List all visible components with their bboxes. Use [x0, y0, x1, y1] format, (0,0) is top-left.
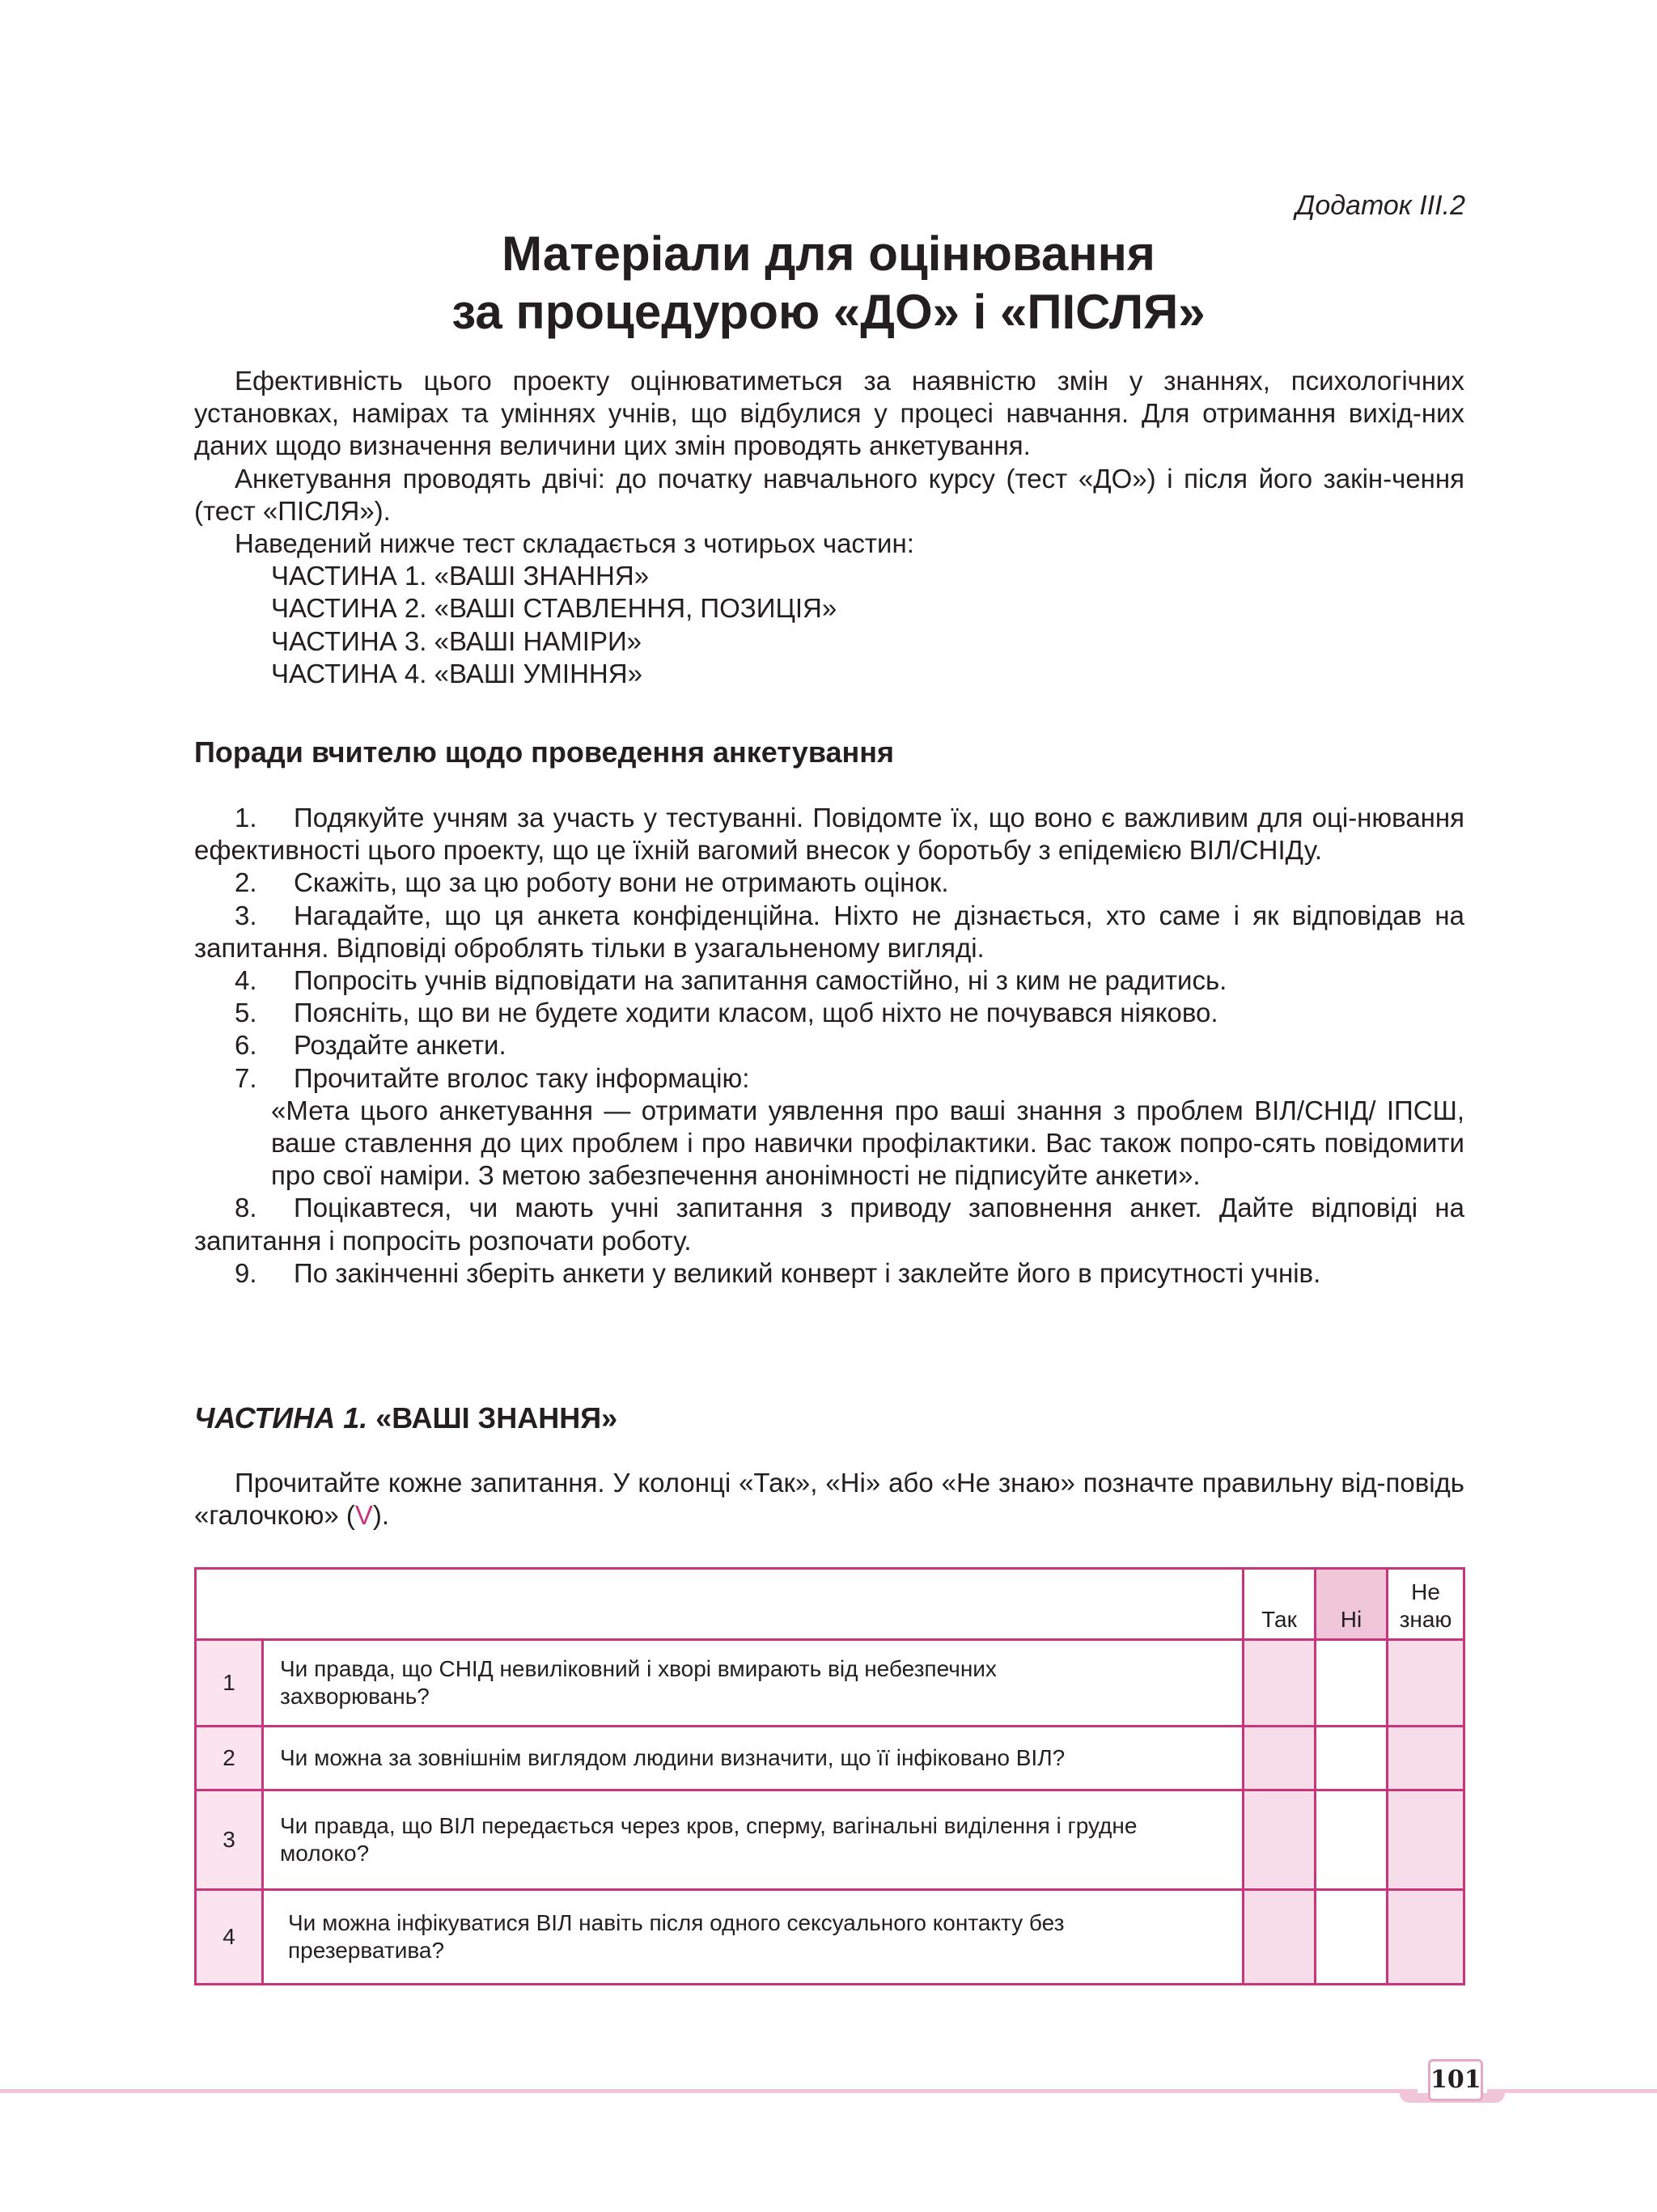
- item-text: Скажіть, що за цю роботу вони не отримають оцінок.: [294, 867, 949, 898]
- instruction-before: Прочитайте кожне запитання. У колонці «Так», «Ні» або «Не знаю» позначте правильну від-повідь «галочкою» (: [194, 1468, 1464, 1531]
- header-dont-know-line1: Не: [1411, 1579, 1440, 1604]
- part1-heading-label: ЧАСТИНА 1.: [194, 1401, 368, 1434]
- part1-instruction: [194, 1467, 1464, 1532]
- table-header-row: [196, 1569, 1464, 1640]
- footer-rule-right: [1487, 2089, 1657, 2093]
- check-mark: V: [354, 1500, 373, 1531]
- row-number: 4: [196, 1890, 263, 1985]
- header-blank-cell: [196, 1569, 1244, 1640]
- answer-dont-know-cell[interactable]: [1388, 1890, 1464, 1985]
- header-dont-know: [1388, 1569, 1464, 1640]
- question-text: [263, 1890, 1244, 1985]
- item-number: 2.: [235, 867, 257, 898]
- answer-no-cell[interactable]: [1316, 1640, 1388, 1727]
- header-dont-know-line2: знаю: [1399, 1607, 1452, 1632]
- item-text: Поясніть, що ви не будете ходити класом, щоб ніхто не почувався ніяково.: [294, 998, 1218, 1028]
- intro-paragraph-2: Анкетування проводять двічі: до початку навчального курсу (тест «ДО») і після його закін-чення (тест «ПІСЛЯ»).: [194, 463, 1464, 526]
- item-text: Нагадайте, що ця анкета конфіденційна. Ніхто не дізнається, хто саме і як відповідав на запитання. Відповіді оброблять тільки в узагальненому вигляді.: [194, 900, 1464, 963]
- answer-yes-cell[interactable]: [1244, 1890, 1316, 1985]
- part-item: ЧАСТИНА 3. «ВАШІ НАМІРИ»: [271, 625, 642, 656]
- item-number: 6.: [235, 1030, 257, 1061]
- answer-dont-know-cell[interactable]: [1388, 1790, 1464, 1890]
- question-text-content: Чи правда, що СНІД невиліковний і хворі вмирають від небезпечних захворювань?: [280, 1656, 997, 1709]
- question-text: [263, 1790, 1244, 1890]
- header-yes: Так: [1244, 1569, 1316, 1640]
- row-number: 2: [196, 1727, 263, 1790]
- answer-yes-cell[interactable]: [1244, 1727, 1316, 1790]
- item-text: По закінченні зберіть анкети у великий конверт і заклейте його в присутності учнів.: [294, 1257, 1321, 1288]
- advice-item-1: [194, 802, 1464, 867]
- footer-rule: [0, 2089, 1418, 2093]
- table-row: [196, 1727, 1464, 1790]
- item-number: 4.: [235, 965, 257, 996]
- question-text: Чи можна за зовнішнім виглядом людини визначити, що її інфіковано ВІЛ?: [263, 1727, 1244, 1790]
- item-number: 3.: [235, 900, 257, 930]
- part-item: ЧАСТИНА 1. «ВАШІ ЗНАННЯ»: [271, 561, 650, 591]
- page-number: 101: [1428, 2059, 1483, 2101]
- part1-heading-title: «ВАШІ ЗНАННЯ»: [375, 1401, 618, 1434]
- item-text: Роздайте анкети.: [294, 1030, 506, 1061]
- part-item: ЧАСТИНА 2. «ВАШІ СТАВЛЕННЯ, ПОЗИЦІЯ»: [271, 593, 837, 624]
- question-text-content: Чи правда, що ВІЛ передається через кров, сперму, вагінальні виділення і грудне молоко?: [280, 1813, 1138, 1866]
- item-number: 5.: [235, 998, 257, 1028]
- answer-yes-cell[interactable]: [1244, 1790, 1316, 1890]
- title-line-2: за процедурою «ДО» і «ПІСЛЯ»: [451, 285, 1206, 339]
- answer-dont-know-cell[interactable]: [1388, 1640, 1464, 1727]
- answer-no-cell[interactable]: [1316, 1727, 1388, 1790]
- intro-paragraph-1: Ефективність цього проекту оцінюватиметься за наявністю змін у знаннях, психологічних установках, намірах та уміннях учнів, що відбулися у процесі навчання. Для отримання вихід-них даних щодо визначення величини цих змін проводять анкетування.: [194, 366, 1464, 461]
- instruction-text: [194, 1467, 1464, 1532]
- item-text: Поцікавтеся, чи мають учні запитання з приводу заповнення анкет. Дайте відповіді на запитання і попросіть розпочати роботу.: [194, 1193, 1464, 1256]
- advice-list: [194, 802, 1464, 1290]
- advice-quote: «Мета цього анкетування — отримати уявлення про ваші знання з проблем ВІЛ/СНІД/ ІПСШ, ваше ставлення до цих проблем і про навички профілактики. Вас також попро-сять повідомити про свої наміри. З метою забезпечення анонімності не підписуйте анкети».: [271, 1095, 1464, 1191]
- item-text: Попросіть учнів відповідати на запитання самостійно, ні з ким не радитись.: [294, 965, 1227, 996]
- advice-item-3: [194, 900, 1464, 964]
- intro-paragraph-3: Наведений нижче тест складається з чотирьох частин:: [235, 528, 914, 559]
- item-number: 9.: [235, 1257, 257, 1288]
- table-row: [196, 1890, 1464, 1985]
- item-number: 7.: [235, 1062, 257, 1093]
- advice-item-6: [194, 1029, 1464, 1062]
- intro-section: [194, 365, 1464, 690]
- item-text: Прочитайте вголос таку інформацію:: [294, 1062, 750, 1093]
- row-number: 3: [196, 1790, 263, 1890]
- answer-yes-cell[interactable]: [1244, 1640, 1316, 1727]
- advice-item-9: [194, 1257, 1464, 1290]
- item-number: 1.: [235, 803, 257, 833]
- advice-item-5: [194, 997, 1464, 1029]
- parts-list: [194, 560, 1464, 690]
- item-text: Подякуйте учням за участь у тестуванні. Повідомте їх, що воно є важливим для оці-нювання ефективності цього проекту, що це їхній вагомий внесок у боротьбу з епідемією ВІЛ/СНІДу.: [194, 803, 1464, 866]
- instruction-after: ).: [372, 1500, 390, 1531]
- advice-heading: Поради вчителю щодо проведення анкетування: [194, 735, 895, 769]
- advice-item-7: [194, 1062, 1464, 1095]
- appendix-label: Додаток ІІІ.2: [1295, 190, 1465, 221]
- page-title: [0, 225, 1657, 341]
- advice-item-4: [194, 964, 1464, 997]
- advice-item-2: [194, 867, 1464, 899]
- questions-table: [194, 1567, 1465, 1985]
- question-text-content: Чи можна інфікуватися ВІЛ навіть після одного сексуального контакту без презерватива?: [288, 1910, 1065, 1963]
- table-row: [196, 1640, 1464, 1727]
- part1-heading: [194, 1401, 617, 1436]
- title-line-1: Матеріали для оцінювання: [502, 227, 1155, 281]
- part-item: ЧАСТИНА 4. «ВАШІ УМІННЯ»: [271, 658, 642, 689]
- question-text: [263, 1640, 1244, 1727]
- item-number: 8.: [235, 1193, 257, 1223]
- advice-item-8: [194, 1192, 1464, 1256]
- answer-no-cell[interactable]: [1316, 1890, 1388, 1985]
- header-no: Ні: [1316, 1569, 1388, 1640]
- answer-no-cell[interactable]: [1316, 1790, 1388, 1890]
- table-row: [196, 1790, 1464, 1890]
- row-number: 1: [196, 1640, 263, 1727]
- answer-dont-know-cell[interactable]: [1388, 1727, 1464, 1790]
